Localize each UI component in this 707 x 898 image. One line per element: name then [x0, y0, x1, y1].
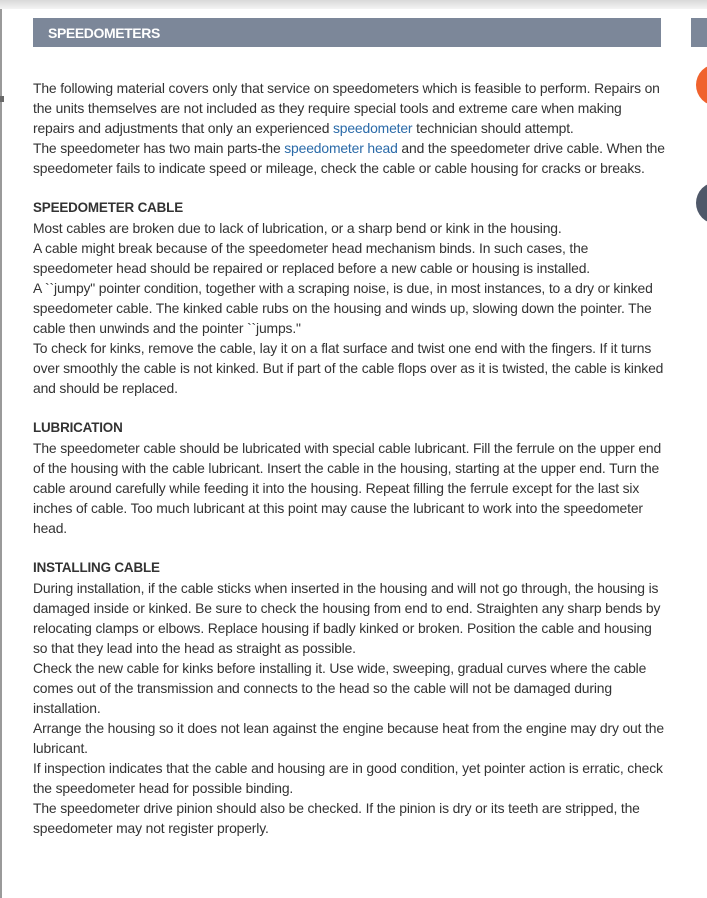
section-spacer: [33, 538, 665, 558]
installing-paragraph: If inspection indicates that the cable and housing are in good condition, yet pointer action is erratic, check the speedometer head for possible binding.: [33, 760, 663, 796]
article-body: [33, 78, 665, 838]
intro-text-2b: and the speedometer drive cable. When the speedometer fails to indicate speed or mileage, check the cable or cable housing for cracks or breaks.: [33, 140, 665, 176]
installing-paragraph: Check the new cable for kinks before installing it. Use wide, sweeping, gradual curves where the cable comes out of the transmission and connects to the head so the cable will not be damaged during installation.: [33, 660, 647, 716]
intro-text-2a: The speedometer has two main parts-the: [33, 140, 285, 156]
cable-paragraph: A cable might break because of the speedometer head mechanism binds. In such cases, the speedometer head should be repaired or replaced before a new cable or housing is installed.: [33, 240, 591, 276]
section-spacer: [33, 398, 665, 418]
section-spacer: [33, 178, 665, 198]
intro-paragraph-2: [33, 138, 665, 178]
sidebar-slate-circle-button[interactable]: [696, 182, 707, 224]
intro-text-1a: The following material covers only that service on speedometers which is feasible to perform. Repairs on the units themselves are not included as they require special tools and extreme care when making repairs and adjustments that only an experienced: [33, 80, 660, 136]
section-heading-installing-cable: INSTALLING CABLE: [33, 560, 160, 575]
speedometer-link[interactable]: speedometer: [332, 120, 413, 136]
installing-paragraph: During installation, if the cable sticks when inserted in the housing and will not go through, the housing is damaged inside or kinked. Be sure to check the housing from end to end. Straighten any sharp bends by relocating clamps or elbows. Replace housing if badly kinked or broken. Position the cable and housing so that they lead into the head as straight as possible.: [33, 580, 661, 656]
cable-paragraph: A ``jumpy" pointer condition, together with a scraping noise, is due, in most instances, to a dry or kinked speedometer cable. The kinked cable rubs on the housing and winds up, slowing down the pointer. The cable then unwinds and the pointer ``jumps.": [33, 280, 653, 336]
sidebar-orange-circle-button[interactable]: [696, 64, 707, 106]
cable-paragraph: Most cables are broken due to lack of lubrication, or a sharp bend or kink in the housing.: [33, 220, 562, 236]
left-border-tick: [0, 96, 4, 102]
speedometer-head-link[interactable]: speedometer head: [284, 140, 398, 156]
page-title: SPEEDOMETERS: [48, 24, 160, 41]
sidebar-header-bar: [691, 18, 707, 47]
installing-paragraph: Arrange the housing so it does not lean against the engine because heat from the engine may dry out the lubricant.: [33, 720, 664, 756]
section-header-bar: [33, 18, 661, 47]
lubrication-paragraph: The speedometer cable should be lubricated with special cable lubricant. Fill the ferrule on the upper end of the housing with the cable lubricant. Insert the cable in the housing, starting at the upper end. Turn the cable around carefully while feeding it into the housing. Repeat filling the ferrule except for the last six inches of cable. Too much lubricant at this point may cause the lubricant to work into the speedometer head.: [33, 440, 662, 536]
browser-top-strip: [0, 0, 707, 9]
installing-paragraph: The speedometer drive pinion should also be checked. If the pinion is dry or its teeth are stripped, the speedometer may not register properly.: [33, 800, 640, 836]
intro-text-1b: technician should attempt.: [412, 120, 574, 136]
cable-paragraph: To check for kinks, remove the cable, lay it on a flat surface and twist one end with the fingers. If it turns over smoothly the cable is not kinked. But if part of the cable flops over as it is twisted, the cable is kinked and should be replaced.: [33, 340, 664, 396]
left-border-rule: [0, 9, 2, 898]
section-heading-lubrication: LUBRICATION: [33, 420, 123, 435]
section-heading-speedometer-cable: SPEEDOMETER CABLE: [33, 200, 183, 215]
intro-paragraph-1: [33, 78, 665, 138]
